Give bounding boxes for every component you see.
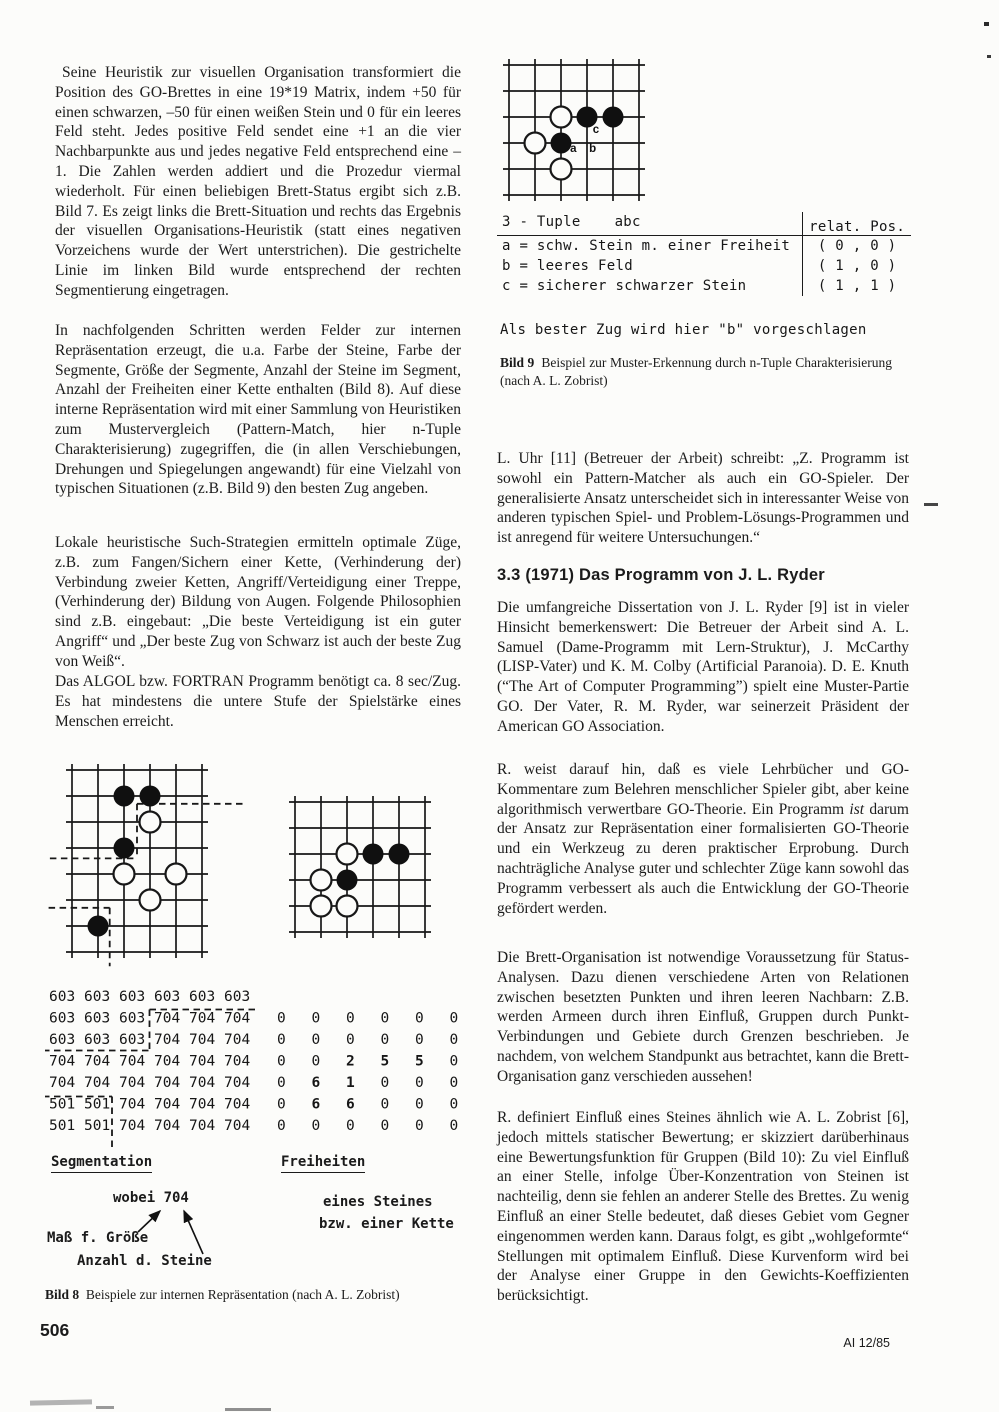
segment-value: 704 (189, 1075, 216, 1091)
paragraph-uhr-zitat: L. Uhr [11] (Betreuer der Arbeit) schreibt: „Z. Programm ist sowohl ein Pattern-Matcher als auch ein GO-Spieler. Der generalisierte Ansatz unterscheidet sich in interessanter Weise von anderen typischen Spiel- und Problem-Lösungs-Programmen und ist anregend für weitere Untersuchungen.“ (497, 450, 909, 547)
point-label-c: c (592, 124, 600, 137)
black-stone (114, 838, 135, 859)
liberty-value: 0 (277, 1118, 286, 1134)
ryder-p2-after: darum der Ansatz zur Repräsentation einer formalisierten GO-Theorie und ein Werkzeug zu deren praktischer Erprobung. Durch nachträgliche Analyse guter und schlechter Züge kann sowohl das Programm verbessert als auch die Entwicklung der GO-Theorie gefördert werden. (497, 800, 909, 917)
segment-value: 501 (84, 1118, 111, 1134)
scan-artifact (984, 22, 989, 26)
paragraph-ryder-go-theorie (497, 760, 909, 918)
paragraph-heuristik: Seine Heuristik zur visuellen Organisation transformiert die Position des GO-Brettes in eine 19*19 Matrix, indem +50 für einen schwarzen, –50 für einen weißen Stein und 0 für ein leeres Feld steht. Jedes positive Feld sendet eine +1 an die vier Nachbarpunkte aus und jedes negative Feld entsprechend eine –1. Die Zahlen werden addiert und die Prozedur viermal wiederholt. Für einen beliebigen Brett-Status ergibt sich z.B. Bild 7. Es zeigt links die Brett-Situation und rechts das Ergebnis der visuellen Organisations-Heuristik (statt eines negativen Vorzeichens wurde der Wert unterstrichen). Die gestrichelte Linie im linken Bild wurde entsprechend der rechten Segmentierung eingetragen. (55, 64, 461, 299)
segment-value: 704 (154, 1096, 181, 1113)
segment-value: 704 (224, 1118, 251, 1134)
segment-value: 704 (154, 1053, 181, 1070)
liberty-value: 0 (415, 1075, 424, 1091)
segment-value: 603 (224, 989, 251, 1005)
black-stone (337, 870, 358, 891)
liberty-value: 0 (311, 1010, 321, 1027)
segment-value: 704 (154, 1118, 181, 1134)
segment-value: 704 (84, 1053, 111, 1070)
liberty-value: 0 (380, 1118, 390, 1134)
bild8-caption-number: Bild 8 (45, 1287, 80, 1302)
segment-value: 603 (154, 989, 181, 1005)
point-label-a: a (570, 143, 577, 156)
margin-dash-artifact (924, 503, 938, 506)
liberty-value: 0 (415, 1096, 424, 1113)
segment-value: 603 (84, 1010, 111, 1027)
segment-value: 603 (119, 1032, 146, 1048)
segment-value: 603 (84, 1032, 111, 1048)
table-header-tuple-label: 3 - Tuple (502, 214, 581, 230)
segment-value: 603 (49, 989, 76, 1005)
page-number: 506 (40, 1320, 70, 1340)
segment-value: 603 (119, 1010, 146, 1027)
ryder-p2-before: R. weist darauf hin, daß es viele Lehrbücher und GO-Kommentare zum Belehren menschlicher Spieler gibt, aber keine algorithmisch verwertbare GO-Theorie. Ein Programm (497, 761, 909, 818)
paragraph-einfluss-bewertung: R. definiert Einfluß eines Steines ähnlich wie A. L. Zobrist [6], jedoch mittels statischer Bewertung; er skizziert darüberhinaus eine Bewertungsfunktion für Gruppen (Bild 10): Zu viel Einfluß an einer Stelle, infolge Über-Konzentration von Steinen ist nachteilig, denn sie fehlen an anderer Stelle des Brettes. Zu wenig Einfluß an einer Stelle bedeutet, daß dieses Gebiet vom Gegner eingenommen werden kann. Daraus folgt, es gibt „wohlgeformte“ Stellungen mit optimalem Einfluß. Diese Kurvenform wird bei der Analyse einer Gruppe in den Gewichts-Koeffizienten berücksichtigt. (497, 1109, 909, 1305)
segment-value: 501 (49, 1096, 76, 1113)
black-stone (114, 786, 135, 807)
liberty-value: 0 (380, 1010, 390, 1027)
liberty-value: 0 (277, 1032, 286, 1048)
liberty-value: 6 (311, 1096, 321, 1113)
segment-value: 704 (154, 1010, 181, 1027)
table-header-abc: abc (614, 214, 641, 230)
table-cell-desc: c = sicherer schwarzer Stein (502, 278, 747, 294)
liberty-value: 0 (277, 1096, 286, 1113)
liberty-value: 0 (311, 1118, 321, 1134)
segment-value: 704 (84, 1075, 111, 1091)
segment-value: 704 (119, 1075, 146, 1091)
segment-value: 704 (119, 1096, 146, 1113)
bild9-board-svg (497, 55, 667, 209)
liberty-value: 0 (449, 1032, 459, 1048)
liberty-value: 1 (346, 1075, 355, 1091)
black-stone (389, 844, 410, 865)
bild8-matrix-svg (45, 984, 469, 1154)
segment-value: 603 (119, 989, 146, 1005)
label-bzw-kette: bzw. einer Kette (319, 1216, 454, 1232)
white-stone (140, 890, 161, 911)
segment-value: 501 (84, 1096, 111, 1113)
liberty-value: 5 (415, 1053, 424, 1070)
segment-value: 704 (224, 1075, 251, 1091)
segment-value: 603 (49, 1010, 76, 1027)
segment-value: 704 (224, 1010, 251, 1027)
table-cell-desc: b = leeres Feld (502, 258, 633, 274)
table-row (497, 276, 911, 296)
liberty-value: 0 (449, 1075, 459, 1091)
scan-artifact (225, 1408, 271, 1411)
liberty-value: 0 (380, 1075, 390, 1091)
black-stone (140, 786, 161, 807)
paragraph-ryder-dissertation: Die umfangreiche Dissertation von J. L. Ryder [9] ist in vieler Hinsicht bemerkenswert: Die Betreuer der Arbeit sind A. L. Samuel (Dame-Programm mit Lern-Struktur), J. McCarthy (LISP-Vater) und K. M. Colby (Artificial Paranoia). D. E. Knuth (“The Art of Computer Programming”) spielt eine Muster-Partie GO. Der Vater, R. M. Ryder, war seinerzeit Präsident der American GO Association. (497, 599, 909, 735)
paragraph-interne-repraesentation: In nachfolgenden Schritten werden Felder zur internen Repräsentation erzeugt, die u.a. Farbe der Steine, Farbe der Segmente, Größe der Segmente, Anzahl der Steine im Segment, Anzahl der Freiheiten einer Kette enthalten (Bild 8). Auf diese interne Repräsentation wird mit einer Sammlung von Heuristiken zum Mustervergleich (Pattern-Match, hier n-Tuple Charakterisierung) zugegriffen, die (in allen Verschiebungen, Drehungen und Spiegelungen angewandt) für eine Vielzahl von typischen Situationen (z.B. Bild 9) den besten Zug angeben. (55, 322, 461, 498)
segment-value: 603 (189, 989, 216, 1005)
bild8-boards-svg (45, 762, 469, 980)
liberty-value: 0 (346, 1118, 355, 1134)
white-stone (166, 864, 187, 885)
white-stone (525, 133, 546, 154)
white-stone (551, 159, 572, 180)
liberty-value: 0 (277, 1053, 286, 1070)
segment-value: 704 (154, 1032, 181, 1048)
liberty-value: 0 (311, 1032, 321, 1048)
scan-artifact (96, 1406, 114, 1409)
table-header-right: relat. Pos. (802, 212, 911, 236)
liberty-value: 6 (346, 1096, 355, 1113)
segment-value: 704 (189, 1053, 216, 1070)
table-cell-pos: ( 1 , 1 ) (802, 276, 911, 296)
segment-value: 603 (49, 1032, 76, 1048)
bild8-caption (45, 1286, 455, 1304)
black-stone (363, 844, 384, 865)
segment-value: 704 (189, 1010, 216, 1027)
annotation-arrow (138, 1211, 160, 1232)
liberty-value: 0 (311, 1053, 321, 1070)
bild9-caption-text: Beispiel zur Muster-Erkennung durch n-Tuple Charakterisierung (nach A. L. Zobrist) (500, 355, 893, 388)
figure-bild8 (45, 762, 469, 1327)
liberty-value: 0 (346, 1010, 355, 1027)
segment-value: 704 (119, 1118, 146, 1134)
label-wobei-704: wobei 704 (113, 1190, 189, 1206)
journal-issue-label: AI 12/85 (843, 1336, 890, 1350)
segment-value: 704 (189, 1032, 216, 1048)
segment-value: 704 (224, 1053, 251, 1070)
label-eines-steines: eines Steines (323, 1194, 433, 1210)
bild9-tuple-table (497, 212, 911, 296)
segment-value: 704 (49, 1075, 76, 1091)
segment-value: 704 (224, 1096, 251, 1113)
table-header-row (497, 212, 911, 236)
label-mass-groesse: Maß f. Größe (47, 1230, 149, 1246)
white-stone (551, 107, 572, 128)
white-stone (140, 812, 161, 833)
paragraph-brett-organisation: Die Brett-Organisation ist notwendige Voraussetzung für Status-Analysen. Dazu dienen verschiedene Arten von Relationen zwischen besetzten Punkten und ihren leeren Nachbarn: Z.B. werden Armeen durch ihren Einfluß, Gruppen durch Punkt-Verbindungen und Gebiete durch Grenzen beschrieben. Je nachdem, von welchem Standpunkt aus betrachtet, kann die Brett-Organisation ganz verschieden aussehen! (497, 949, 909, 1085)
liberty-value: 0 (415, 1118, 424, 1134)
paragraph-such-strategien: Lokale heuristische Such-Strategien ermitteln optimale Züge, z.B. zum Fangen/Sichern einer Kette, (Verhinderung der) Verbindung zweier Ketten, Angriff/Verteidigung einer Treppe, (Verhinderung der) Bildung von Augen. Folgende Philosophien sind z.B. eingebaut: „Die beste Verteidigung ist ein guter Angriff“ und „Der beste Zug von Schwarz ist auch der beste Zug von Weiß“. (55, 534, 461, 670)
liberty-value: 0 (277, 1010, 286, 1027)
white-stone (337, 896, 358, 917)
liberty-value: 0 (449, 1118, 459, 1134)
label-anzahl-steine: Anzahl d. Steine (77, 1253, 212, 1269)
table-header-left (497, 212, 802, 236)
liberty-value: 0 (346, 1032, 355, 1048)
liberty-value: 0 (380, 1032, 390, 1048)
segment-value: 603 (84, 989, 111, 1005)
bild9-best-move-note: Als bester Zug wird hier "b" vorgeschlagen (500, 322, 867, 338)
segment-value: 704 (224, 1032, 251, 1048)
black-stone (603, 107, 624, 128)
black-stone (88, 916, 109, 937)
point-label-b: b (589, 143, 597, 156)
table-row (497, 256, 911, 276)
segment-value: 704 (189, 1118, 216, 1134)
bild8-caption-text: Beispiele zur internen Repräsentation (nach A. L. Zobrist) (85, 1287, 400, 1302)
liberty-value: 0 (415, 1032, 424, 1048)
label-freiheiten: Freiheiten (281, 1154, 365, 1173)
liberty-value: 0 (277, 1075, 286, 1091)
annotation-arrow (184, 1211, 203, 1254)
segment-value: 704 (189, 1096, 216, 1113)
bild9-caption (500, 354, 892, 389)
segment-value: 704 (119, 1053, 146, 1070)
segment-value: 704 (49, 1053, 76, 1070)
white-stone (311, 870, 332, 891)
bild8-labels (45, 1154, 469, 1286)
scan-artifact (987, 55, 991, 58)
paragraph-algol-fortran: Das ALGOL bzw. FORTRAN Programm benötigt ca. 8 sec/Zug. Es hat mindestens die untere Stufe der Spielstärke eines Menschen erreicht. (55, 673, 461, 730)
table-cell-pos: ( 0 , 0 ) (802, 236, 911, 256)
right-column (497, 0, 911, 1412)
white-stone (311, 896, 332, 917)
table-cell-pos: ( 1 , 0 ) (802, 256, 911, 276)
ryder-p2-italic: ist (849, 800, 865, 818)
liberty-value: 0 (415, 1010, 424, 1027)
label-segmentation: Segmentation (51, 1154, 152, 1173)
table-row (497, 236, 911, 256)
liberty-value: 2 (346, 1053, 355, 1070)
segment-value: 704 (154, 1075, 181, 1091)
liberty-value: 0 (449, 1053, 459, 1070)
white-stone (337, 844, 358, 865)
liberty-value: 0 (449, 1010, 459, 1027)
liberty-value: 0 (380, 1096, 390, 1113)
bild9-caption-number: Bild 9 (500, 355, 535, 370)
liberty-value: 0 (449, 1096, 459, 1113)
liberty-value: 5 (380, 1053, 390, 1070)
section-heading-ryder: 3.3 (1971) Das Programm von J. L. Ryder (497, 566, 825, 584)
white-stone (114, 864, 135, 885)
segment-value: 501 (49, 1118, 76, 1134)
liberty-value: 6 (311, 1075, 321, 1091)
table-cell-desc: a = schw. Stein m. einer Freiheit (502, 238, 791, 254)
black-stone (551, 133, 572, 154)
